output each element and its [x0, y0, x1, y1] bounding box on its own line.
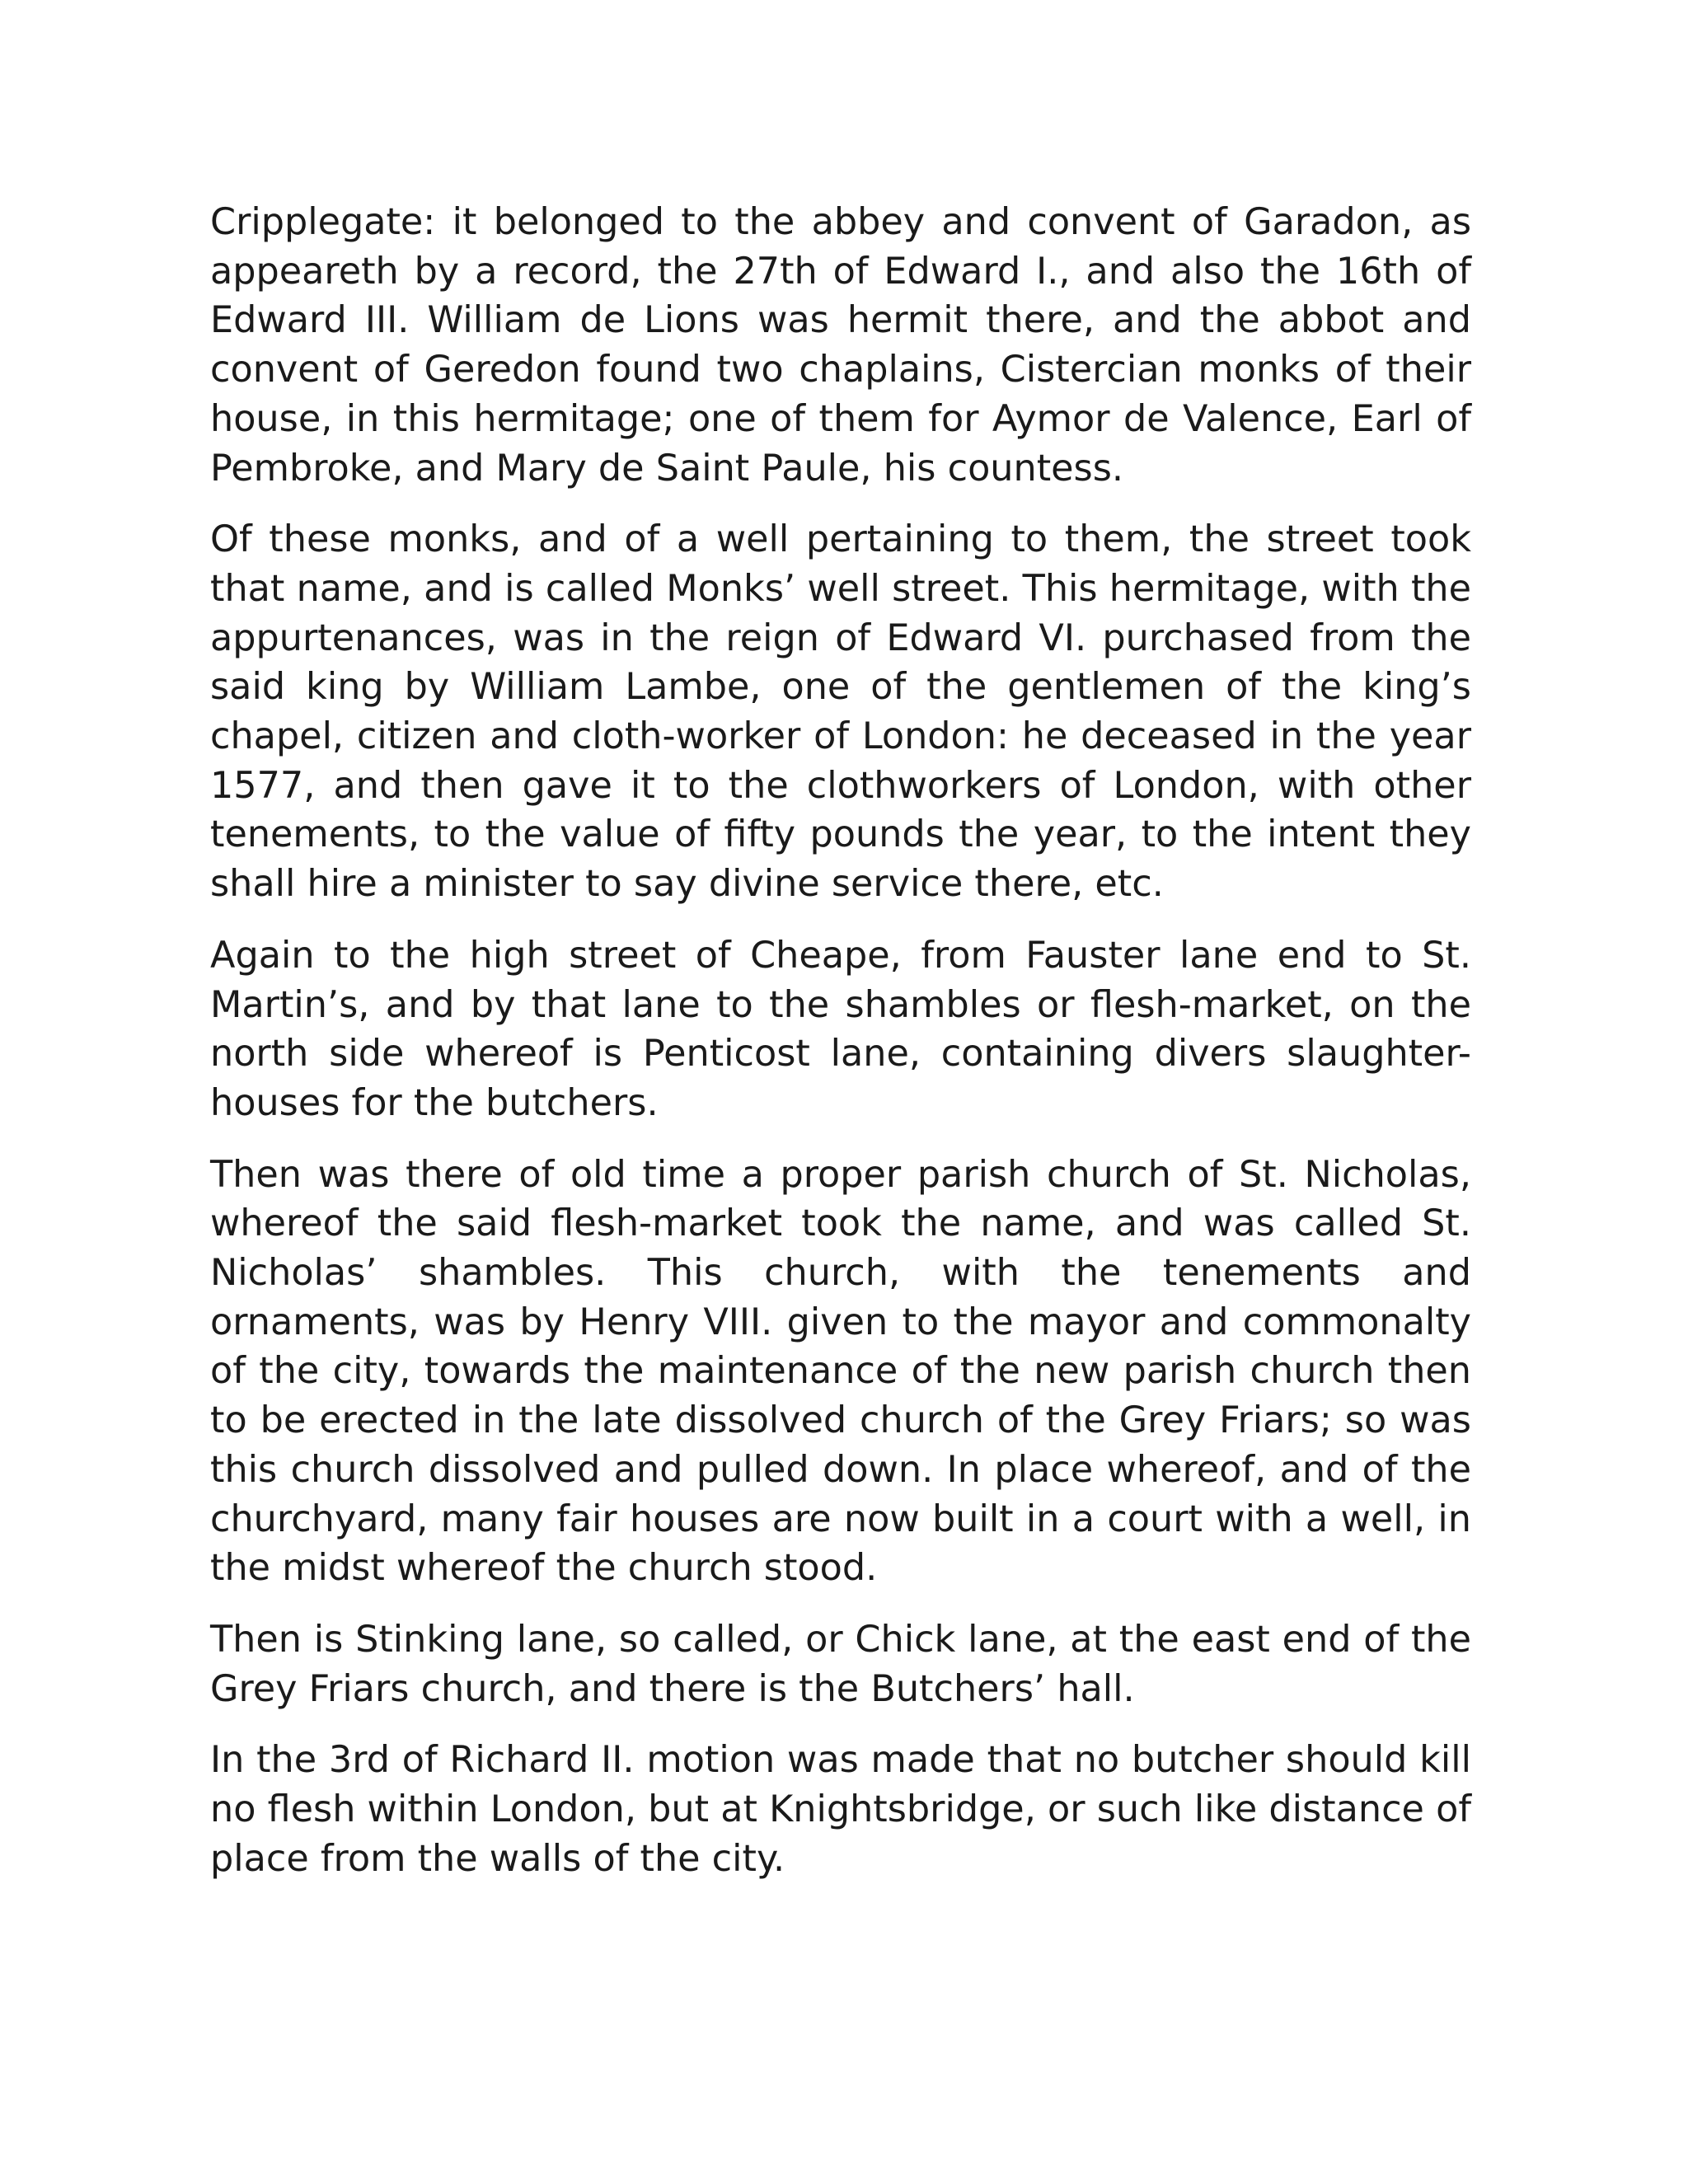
paragraph-6: In the 3rd of Richard II. motion was made that no butcher should kill no flesh within London, but at Knightsbridge, or such like distance of place from the walls of the city. — [210, 1739, 1471, 1880]
document-page — [210, 198, 1471, 1906]
paragraph-4: Then was there of old time a proper parish church of St. Nicholas, whereof the said flesh-market took the name, and was called St. Nicholas’ shambles. This church, with the tenements and ornaments, was by Henry VIII. given to the mayor and commonalty of the city, towards the maintenance of the new parish church then to be erected in the late dissolved church of the Grey Friars; so was this church dissolved and pulled down. In place whereof, and of the churchyard, many fair houses are now built in a court with a well, in the midst whereof the church stood. — [210, 1153, 1471, 1590]
paragraph-3: Again to the high street of Cheape, from Fauster lane end to St. Martin’s, and by that lane to the shambles or flesh-market, on the north side whereof is Penticost lane, containing divers slaughter-houses for the butchers. — [210, 934, 1471, 1124]
paragraph-5: Then is Stinking lane, so called, or Chick lane, at the east end of the Grey Friars church, and there is the Butchers’ hall. — [210, 1618, 1471, 1710]
paragraph-2: Of these monks, and of a well pertaining to them, the street took that name, and is called Monks’ well street. This hermitage, with the appurtenances, was in the reign of Edward VI. purchased from the said king by William Lambe, one of the gentlemen of the king’s chapel, citizen and cloth-worker of London: he deceased in the year 1577, and then gave it to the clothworkers of London, with other tenements, to the value of fifty pounds the year, to the intent they shall hire a minister to say divine service there, etc. — [210, 518, 1471, 906]
paragraph-1: Cripplegate: it belonged to the abbey and convent of Garadon, as appeareth by a record, the 27th of Edward I., and also the 16th of Edward III. William de Lions was hermit there, and the abbot and convent of Geredon found two chaplains, Cistercian monks of their house, in this hermitage; one of them for Aymor de Valence, Earl of Pembroke, and Mary de Saint Paule, his countess. — [210, 201, 1471, 490]
